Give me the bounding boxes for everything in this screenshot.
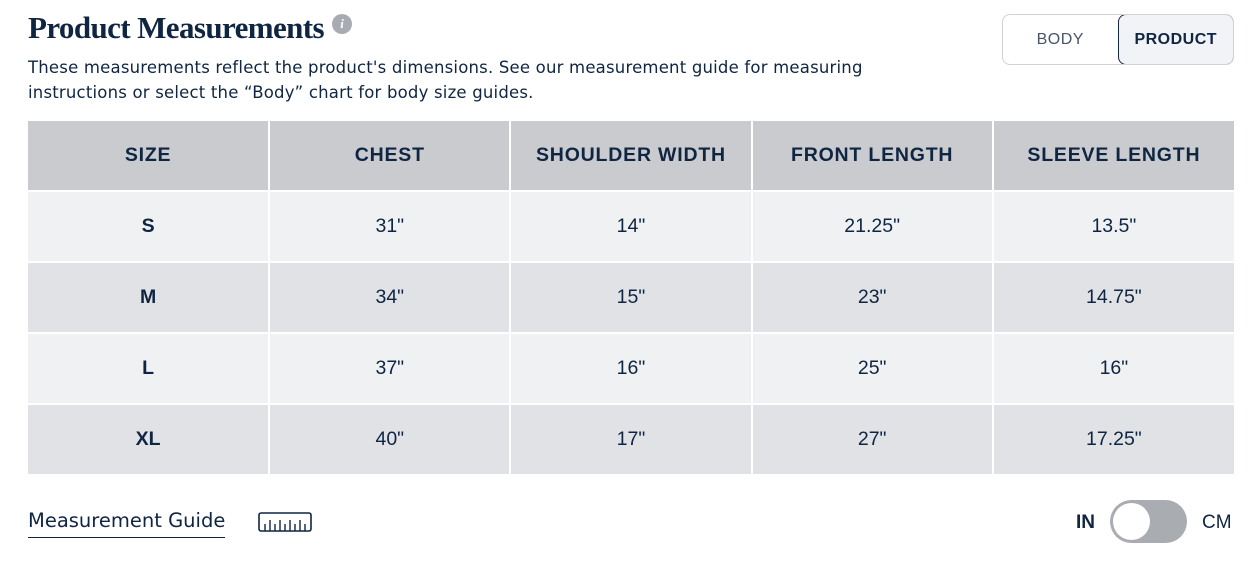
table-cell: 27" <box>752 404 993 474</box>
table-cell: 25" <box>752 333 993 404</box>
column-header-shoulder-width: SHOULDER WIDTH <box>510 121 751 191</box>
column-header-chest: CHEST <box>269 121 510 191</box>
unit-label-in: IN <box>1076 512 1095 533</box>
table-cell: 14" <box>510 191 751 262</box>
ruler-icon[interactable] <box>258 512 312 532</box>
table-cell: 14.75" <box>993 262 1234 333</box>
table-row <box>28 404 1234 474</box>
table-header-row <box>28 121 1234 191</box>
table-cell: 37" <box>269 333 510 404</box>
table-row <box>28 333 1234 404</box>
tab-body[interactable]: BODY <box>1036 30 1084 48</box>
table-cell: 13.5" <box>993 191 1234 262</box>
size-chart-table <box>28 121 1234 474</box>
table-cell: 23" <box>752 262 993 333</box>
size-cell: L <box>28 333 269 404</box>
measurement-guide-link[interactable]: Measurement Guide <box>28 509 225 538</box>
table-cell: 21.25" <box>752 191 993 262</box>
size-cell: XL <box>28 404 269 474</box>
unit-toggle-switch[interactable] <box>1110 500 1187 543</box>
table-cell: 16" <box>993 333 1234 404</box>
table-row <box>28 191 1234 262</box>
table-row <box>28 262 1234 333</box>
tab-product[interactable]: PRODUCT <box>1118 14 1235 65</box>
column-header-size: SIZE <box>28 121 269 191</box>
unit-label-cm: CM <box>1202 512 1232 533</box>
size-cell: M <box>28 262 269 333</box>
unit-toggle-knob <box>1113 503 1150 540</box>
table-cell: 34" <box>269 262 510 333</box>
table-cell: 17" <box>510 404 751 474</box>
column-header-sleeve-length: SLEEVE LENGTH <box>993 121 1234 191</box>
table-cell: 15" <box>510 262 751 333</box>
table-cell: 17.25" <box>993 404 1234 474</box>
page-title: Product Measurements <box>28 10 324 45</box>
column-header-front-length: FRONT LENGTH <box>752 121 993 191</box>
page-description: These measurements reflect the product's dimensions. See our measurement guide for measuring instructions or select the “Body” chart for body size guides. <box>28 58 863 102</box>
size-cell: S <box>28 191 269 262</box>
table-cell: 16" <box>510 333 751 404</box>
table-cell: 31" <box>269 191 510 262</box>
chart-type-toggle <box>1002 14 1234 65</box>
table-cell: 40" <box>269 404 510 474</box>
info-icon[interactable]: i <box>332 14 352 34</box>
